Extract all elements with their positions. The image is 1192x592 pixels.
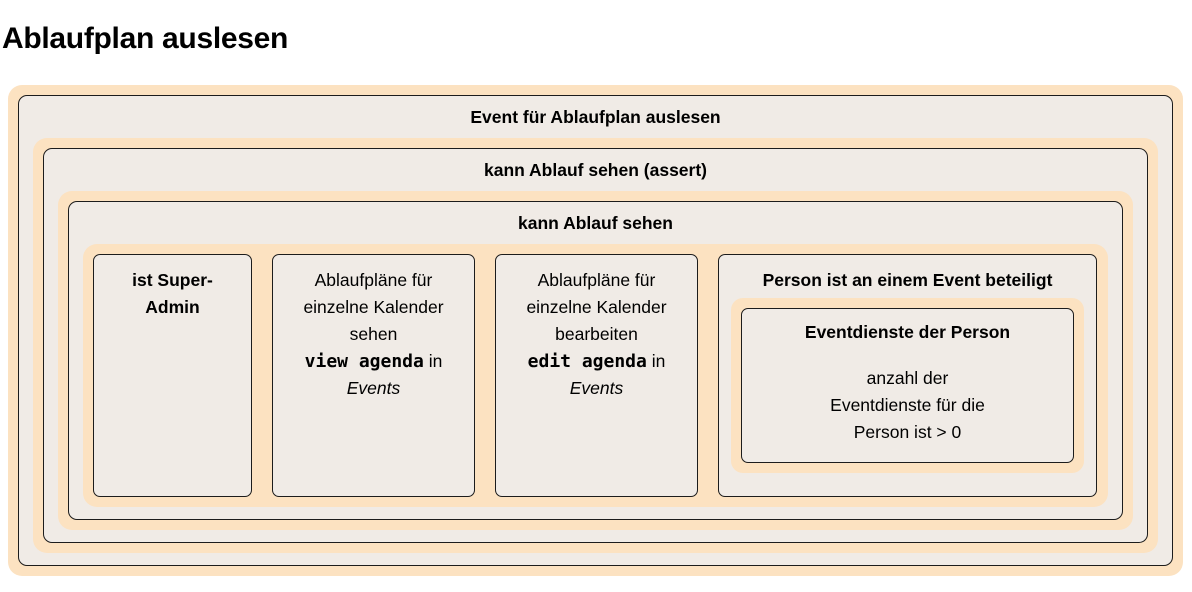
event-band — [33, 138, 1158, 553]
rule-band — [83, 244, 1108, 507]
condition-person-beteiligt-label: Person ist an einem Event beteiligt — [762, 269, 1053, 290]
frame-eventdienste-body: anzahl der Eventdienste für die Person ist > 0 — [830, 367, 985, 442]
assert-band — [58, 191, 1133, 530]
condition-view-agenda-permission — [285, 348, 462, 375]
permission-connector: in — [651, 350, 666, 371]
condition-edit-agenda-permission — [508, 348, 685, 375]
person-band — [731, 298, 1084, 473]
frame-rule — [68, 201, 1123, 520]
frame-eventdienste-header: Eventdienste der Person — [804, 321, 1011, 342]
frame-assert-header: kann Ablauf sehen (assert) — [483, 159, 708, 180]
permission-context: Events — [569, 377, 624, 398]
condition-super-admin — [93, 254, 252, 497]
frame-rule-header: kann Ablauf sehen — [518, 212, 673, 233]
frame-event — [18, 95, 1173, 566]
condition-super-admin-label: ist Super-Admin — [132, 269, 213, 317]
condition-view-agenda — [272, 254, 475, 497]
frame-assert — [43, 148, 1148, 543]
permission-code: view agenda — [304, 350, 424, 372]
permission-context: Events — [346, 377, 401, 398]
frame-event-header: Event für Ablaufplan auslesen — [470, 106, 721, 127]
condition-person-beteiligt — [718, 254, 1097, 497]
conditions-row — [93, 254, 1098, 497]
permission-connector: in — [428, 350, 443, 371]
page-title: Ablaufplan auslesen — [2, 22, 289, 55]
permission-code: edit agenda — [527, 350, 647, 372]
condition-edit-agenda-text: Ablaufpläne für einzelne Kalender bearbeiten — [526, 269, 667, 344]
condition-view-agenda-text: Ablaufpläne für einzelne Kalender sehen — [303, 269, 444, 344]
condition-edit-agenda — [495, 254, 698, 497]
diagram-outer-band — [8, 85, 1183, 576]
frame-eventdienste — [741, 308, 1074, 463]
